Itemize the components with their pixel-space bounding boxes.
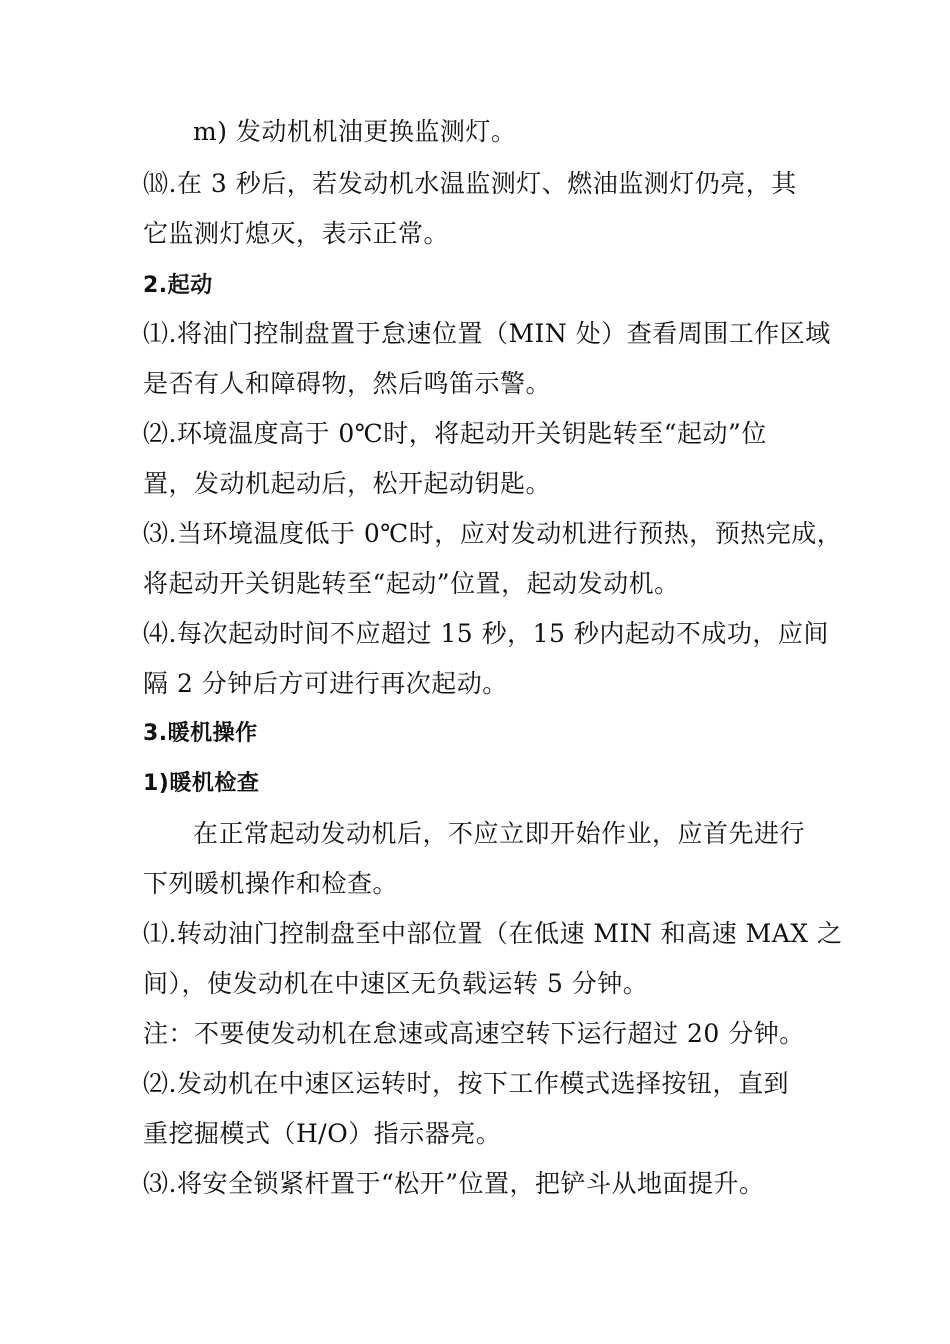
list-item-m: m) 发动机机油更换监测灯。 <box>193 117 517 146</box>
step-3-line-1: ⑶.当环境温度低于 0℃时，应对发动机进行预热，预热完成， <box>143 519 843 548</box>
step-1-line-1: ⑴.将油门控制盘置于怠速位置（MIN 处）查看周围工作区域 <box>143 319 831 348</box>
step-4-line-1: ⑷.每次起动时间不应超过 15 秒，15 秒内起动不成功，应间 <box>143 619 829 648</box>
paragraph-18-line-2: 它监测灯熄灭，表示正常。 <box>143 219 450 248</box>
warmup-step-2-line-1: ⑵.发动机在中速区运转时，按下工作模式选择按钮，直到 <box>143 1069 789 1098</box>
warmup-step-3-line-1: ⑶.将安全锁紧杆置于“松开”位置，把铲斗从地面提升。 <box>143 1169 765 1198</box>
warmup-step-1-line-1: ⑴.转动油门控制盘至中部位置（在低速 MIN 和高速 MAX 之 <box>143 919 843 948</box>
subsection-heading-warmup-check-text: 1)暖机检查 <box>143 771 260 796</box>
section-heading-start <box>143 270 823 302</box>
step-2-line-1: ⑵.环境温度高于 0℃时，将起动开关钥匙转至“起动”位 <box>143 419 767 448</box>
step-2-line-2: 置，发动机起动后，松开起动钥匙。 <box>143 469 552 498</box>
paragraph-18-line-1: ⒅.在 3 秒后，若发动机水温监测灯、燃油监测灯仍亮，其 <box>143 169 797 198</box>
note-line: 注：不要使发动机在怠速或高速空转下运行超过 20 分钟。 <box>143 1019 805 1048</box>
subsection-heading-warmup-check <box>143 768 823 800</box>
warmup-step-2-line-2: 重挖掘模式（H/O）指示器亮。 <box>143 1119 502 1148</box>
intro-line-1: 在正常起动发动机后，不应立即开始作业，应首先进行 <box>193 819 806 848</box>
section-heading-start-text: 2.起动 <box>143 273 213 298</box>
intro-line-2: 下列暖机操作和检查。 <box>143 869 399 898</box>
warmup-step-1-line-2: 间），使发动机在中速区无负载运转 5 分钟。 <box>143 969 649 998</box>
step-3-line-2: 将起动开关钥匙转至“起动”位置，起动发动机。 <box>143 569 680 598</box>
section-heading-warmup-text: 3.暖机操作 <box>143 721 258 746</box>
section-heading-warmup <box>143 718 823 750</box>
step-4-line-2: 隔 2 分钟后方可进行再次起动。 <box>143 669 508 698</box>
step-1-line-2: 是否有人和障碍物，然后鸣笛示警。 <box>143 369 552 398</box>
